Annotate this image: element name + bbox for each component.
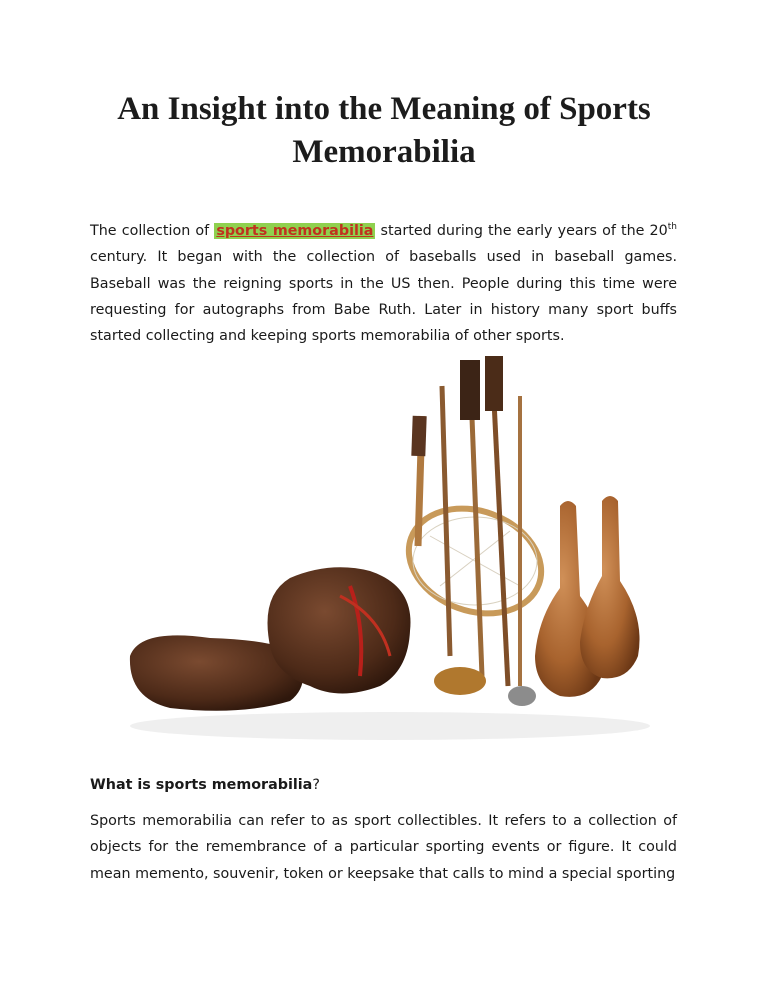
section-body-paragraph: Sports memorabilia can refer to as sport collectibles. It refers to a collection of objects for the remembrance of a particular sporting events or figure. It could mean memento, souvenir, token or keepsake that calls to mind a special sporting: [90, 813, 677, 882]
superscript-th: th: [667, 222, 677, 233]
title-line-2: Memorabilia: [292, 134, 476, 170]
intro-text-rest: century. It began with the collection of baseballs used in baseball games. Baseball was the reigning sports in the US then. People during this time were requesting for autographs from Babe Ruth. Later in history many sport buffs started collecting and keeping sports memorabilia of other sports.: [90, 249, 677, 345]
sports-memorabilia-link[interactable]: sports memorabilia: [216, 223, 374, 239]
title-line-1: An Insight into the Meaning of Sports: [117, 91, 651, 127]
section-heading-tail: ?: [312, 777, 320, 793]
vintage-sports-equipment-image: [90, 356, 678, 757]
sports-memorabilia-photo: [90, 356, 678, 757]
indian-clubs-icon: [535, 496, 640, 697]
section-heading: [90, 772, 320, 798]
intro-paragraph: [90, 218, 677, 349]
intro-text-start: The collection of: [90, 223, 215, 239]
boxing-glove-icon: [130, 567, 411, 710]
section-heading-bold: What is sports memorabilia: [90, 777, 313, 793]
page-title: [90, 88, 678, 174]
golf-clubs-icon: [434, 356, 536, 706]
intro-text-middle: started during the early years of the 20: [375, 223, 668, 239]
